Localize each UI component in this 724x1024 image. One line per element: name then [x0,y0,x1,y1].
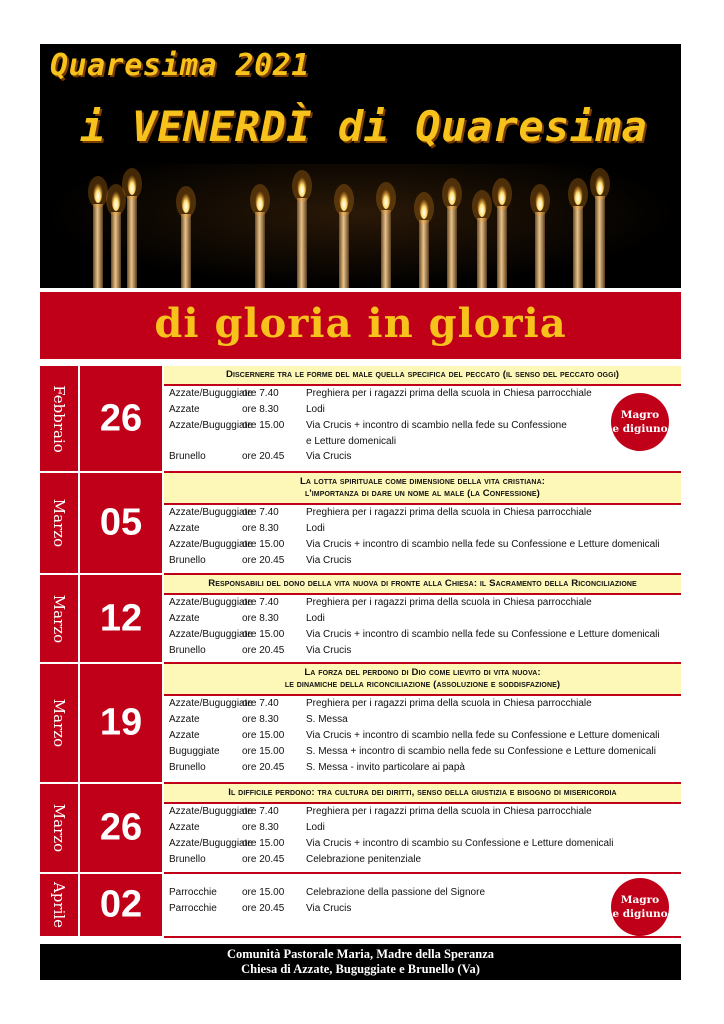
candle-body [419,220,429,288]
candle-flame [382,187,391,209]
fasting-badge: Magro e digiuno [611,393,669,451]
schedule-row: Azzate ore 15.00 Via Crucis + incontro di scambio nella fede su Confessione e Letture domenicali [169,730,660,741]
month-label: Marzo [50,594,68,643]
footer-churches: Chiesa di Azzate, Buguggiate e Brunello (Va) [241,962,480,976]
candle-body [497,206,507,288]
candle-flame [536,189,545,211]
day-theme: Discernere tra le forme del male quella specifica del peccato (il senso del peccato oggi) [164,366,681,386]
schedule-row: Azzate ore 8.30 Lodi [169,404,325,415]
schedule-row: Azzate ore 8.30 Lodi [169,523,325,534]
candle-body [255,212,265,288]
schedule-row: Azzate ore 8.30 S. Messa [169,714,348,725]
schedule-row: Azzate ore 8.30 Lodi [169,822,325,833]
candle-flame [448,183,457,205]
candle-body [339,212,349,288]
candle-flame [128,173,137,195]
fasting-badge: Magro e digiuno [611,878,669,936]
schedule [40,366,681,938]
day-theme: La forza del perdono di Dio come lievito di vita nuova: le dinamiche della riconciliazione (assoluzione e soddisfazione) [164,664,681,696]
candle-body [111,212,121,288]
candle-body [595,196,605,288]
candle-body [127,196,137,288]
candle-body [447,206,457,288]
poster [40,44,681,980]
month-label: Marzo [50,803,68,853]
day-number: 19 [99,701,143,744]
schedule-row: Parrocchie ore 15.00 Celebrazione della passione del Signore [169,887,486,898]
footer [40,944,681,980]
candles-illustration [40,154,681,288]
candle-body [297,198,307,288]
candle-flame [298,175,307,197]
schedule-row: Azzate/Buguggiate ore 7.40 Preghiera per i ragazzi prima della scuola in Chiesa parrocchiale [169,597,592,608]
schedule-row: Azzate/Buguggiate ore 15.00 Via Crucis + incontro di scambio nella fede su Confessione e Letture domenicali [169,539,660,550]
day-number: 02 [99,883,143,926]
day-theme: Il difficile perdono: tra cultura dei diritti, senso della giustizia e bisogno di misericordia [164,784,681,804]
schedule-row: Azzate ore 8.30 Lodi [169,613,325,624]
day-number: 26 [99,397,143,439]
candle-flame [596,173,605,195]
schedule-row: Brunello ore 20.45 Via Crucis [169,451,352,462]
schedule-row: Brunello ore 20.45 Celebrazione penitenziale [169,854,422,865]
day-theme: Responsabili del dono della vita nuova di fronte alla Chiesa: il Sacramento della Riconciliazione [164,575,681,595]
candle-flame [478,195,487,217]
candle-body [93,204,103,288]
day-block-apr-02 [40,874,681,938]
schedule-row: Azzate/Buguggiate ore 15.00 Via Crucis + incontro di scambio nella fede su Confessione e Letture domenicali [169,420,567,447]
day-theme: La lotta spirituale come dimensione della vita cristiana: l'importanza di dare un nome al male (la Confessione) [164,473,681,505]
schedule-row: Azzate/Buguggiate ore 7.40 Preghiera per i ragazzi prima della scuola in Chiesa parrocchiale [169,507,592,518]
candle-body [477,218,487,288]
schedule-row: Azzate/Buguggiate ore 7.40 Preghiera per i ragazzi prima della scuola in Chiesa parrocchiale [169,698,592,709]
day-number: 12 [99,597,143,639]
schedule-row: Azzate/Buguggiate ore 15.00 Via Crucis + incontro di scambio su Confessione e Letture domenicali [169,838,614,849]
schedule-row: Buguggiate ore 15.00 S. Messa + incontro di scambio nella fede su Confessione e Letture domenicali [169,746,656,757]
month-label: Marzo [50,498,68,548]
candle-body [181,214,191,288]
motto-text: di gloria in gloria [154,300,567,347]
schedule-row: Brunello ore 20.45 Via Crucis [169,645,352,656]
day-block-mar-19 [40,664,681,784]
footer-community: Comunità Pastorale Maria, Madre della Speranza [226,947,495,961]
schedule-row: Parrocchie ore 20.45 Via Crucis [169,903,352,914]
day-block-mar-26 [40,784,681,874]
candle-flame [256,189,265,211]
schedule-row: Azzate/Buguggiate ore 7.40 Preghiera per i ragazzi prima della scuola in Chiesa parrocchiale [169,806,592,817]
day-block-feb-26 [40,366,681,473]
candle-flame [112,189,121,211]
candle-flame [182,191,191,213]
day-block-mar-05 [40,473,681,575]
schedule-row: Azzate/Buguggiate ore 15.00 Via Crucis + incontro di scambio nella fede su Confessione e Letture domenicali [169,629,660,640]
candle-body [381,210,391,288]
candle-flame [420,197,429,219]
candle-flame [574,183,583,205]
schedule-row: Brunello ore 20.45 S. Messa - invito particolare ai papà [169,762,465,773]
candle-flame [340,189,349,211]
candle-flame [94,181,103,203]
hero-title-year: Quaresima 2021 [50,48,310,83]
candle-body [535,212,545,288]
hero-title-main: i VENERDÌ di Quaresima [80,102,648,151]
hero-image [40,44,681,288]
day-number: 05 [99,501,143,544]
month-label: Aprile [50,881,68,929]
month-label: Febbraio [50,384,68,453]
schedule-row: Azzate/Buguggiate ore 7.40 Preghiera per i ragazzi prima della scuola in Chiesa parrocchiale [169,388,592,399]
candle-flame [498,183,507,205]
candle-body [573,206,583,288]
day-number: 26 [99,806,143,849]
schedule-row: Brunello ore 20.45 Via Crucis [169,555,352,566]
motto-banner [40,289,681,359]
day-block-mar-12 [40,575,681,664]
month-label: Marzo [50,698,68,748]
